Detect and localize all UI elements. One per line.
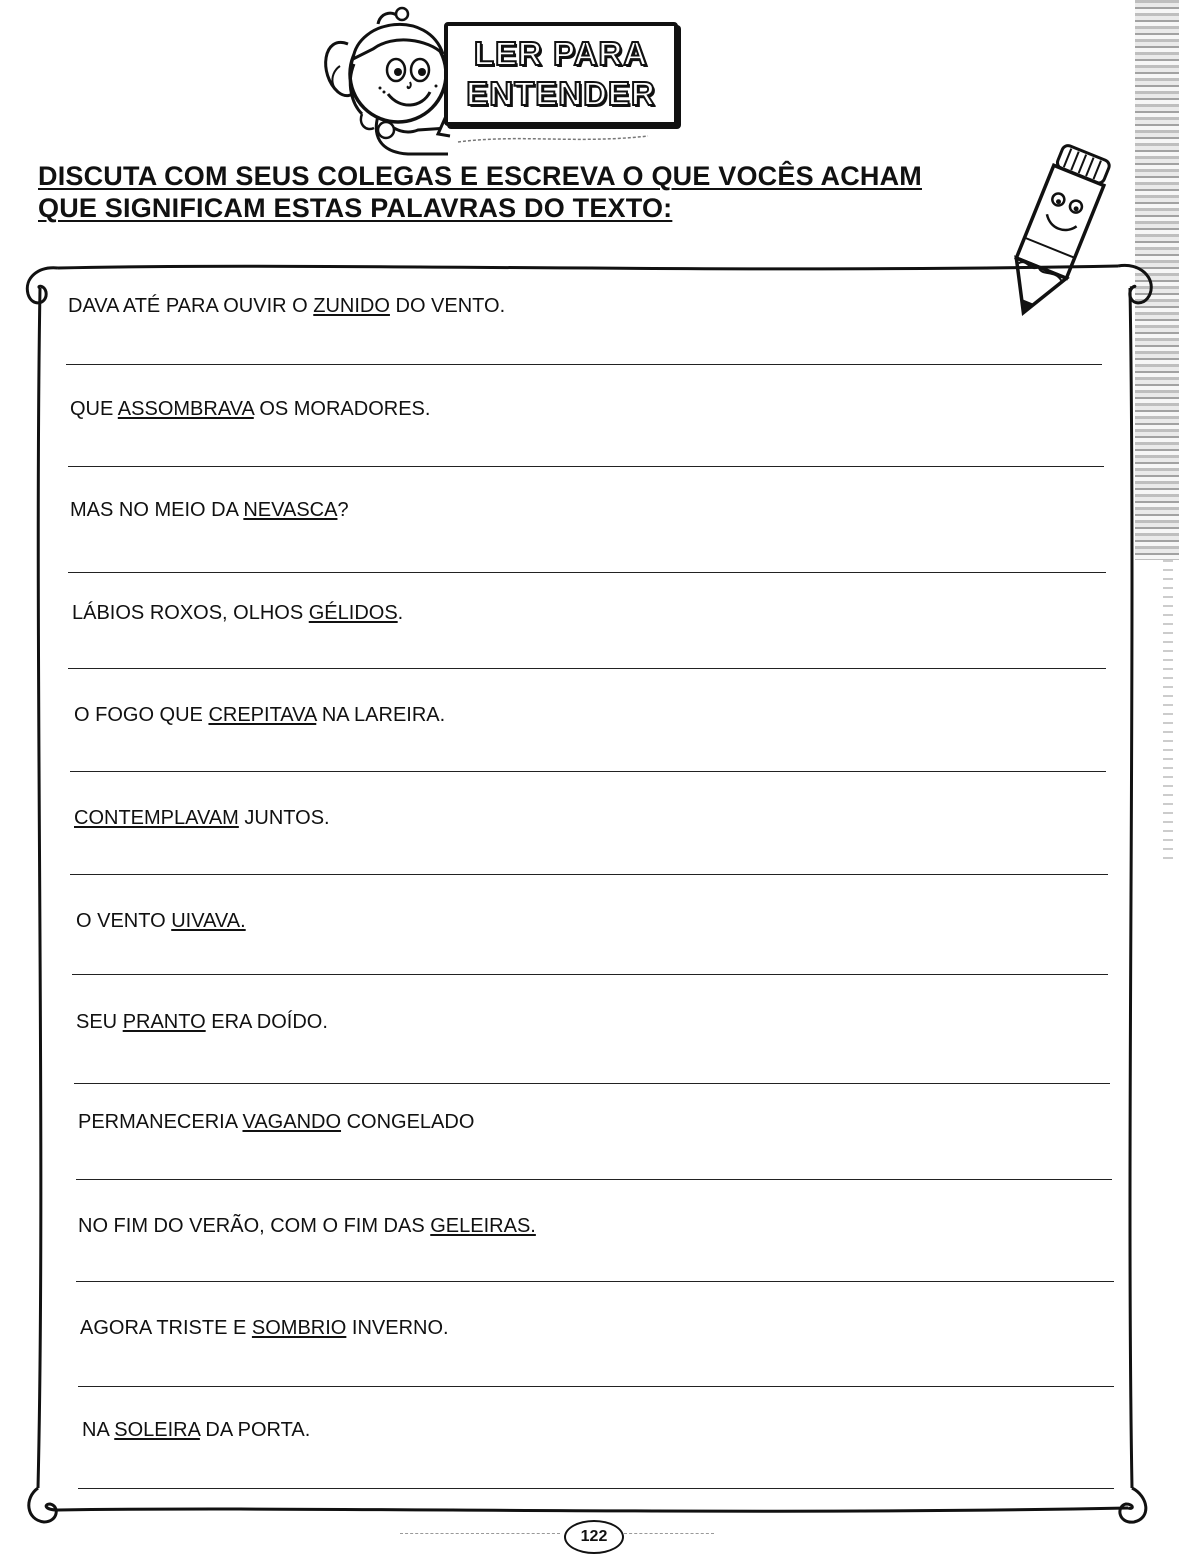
prompt-text-before: QUE: [70, 398, 118, 420]
vocabulary-word: NEVASCA: [243, 499, 338, 521]
answer-line[interactable]: [68, 572, 1106, 573]
prompt-text-after: INVERNO.: [346, 1317, 449, 1339]
prompt-text-after: .: [397, 602, 404, 624]
item-prompt: [70, 397, 430, 421]
prompt-text-after: DA PORTA.: [199, 1419, 311, 1441]
prompt-text-after: ?: [337, 499, 349, 521]
answer-line[interactable]: [76, 1281, 1114, 1282]
prompt-text-before: DAVA ATÉ PARA OUVIR O: [68, 295, 314, 317]
logo-text-line2: ENTENDER: [466, 75, 656, 112]
vocabulary-word: SOMBRIO: [251, 1317, 347, 1339]
prompt-text-before: NO FIM DO VERÃO, COM O FIM DAS: [78, 1215, 431, 1237]
answer-line[interactable]: [66, 364, 1102, 365]
prompt-text-before: MAS NO MEIO DA: [70, 499, 244, 521]
vocabulary-word: ASSOMBRAVA: [117, 398, 254, 420]
item-prompt: [72, 601, 403, 625]
vocabulary-word: GÉLIDOS: [308, 602, 398, 624]
answer-line[interactable]: [70, 874, 1108, 875]
prompt-text-after: NA LAREIRA.: [316, 704, 446, 726]
prompt-text-after: OS MORADORES.: [253, 398, 431, 420]
ler-para-entender-logo: [444, 22, 678, 126]
vocabulary-word: VAGANDO: [242, 1111, 342, 1133]
vocabulary-word: SOLEIRA: [114, 1419, 200, 1441]
prompt-text-after: JUNTOS.: [238, 807, 330, 829]
item-prompt: [70, 498, 349, 522]
instruction-line1: DISCUTA COM SEUS COLEGAS E ESCREVA O QUE VOCÊS ACHAM: [38, 161, 922, 191]
answer-line[interactable]: [78, 1488, 1114, 1489]
footer-dotted-line-left: [400, 1533, 560, 1534]
item-prompt: [74, 806, 330, 830]
footer-dotted-line-right: [624, 1533, 714, 1534]
logo-text-line1: LER PARA: [473, 35, 649, 72]
item-prompt: [74, 703, 445, 727]
vocabulary-word: PRANTO: [122, 1011, 206, 1033]
item-prompt: [76, 909, 246, 933]
prompt-text-after: DO VENTO.: [389, 295, 506, 317]
item-prompt: [68, 294, 505, 318]
instruction-heading: [38, 160, 998, 224]
answer-line[interactable]: [72, 974, 1108, 975]
answer-line[interactable]: [74, 1083, 1110, 1084]
prompt-text-after: CONGELADO: [341, 1111, 475, 1133]
item-prompt: [76, 1010, 328, 1034]
worksheet-scroll-frame: [18, 248, 1158, 1538]
prompt-text-before: NA: [82, 1419, 115, 1441]
item-prompt: [80, 1316, 449, 1340]
answer-line[interactable]: [78, 1386, 1114, 1387]
prompt-text-before: LÁBIOS ROXOS, OLHOS: [72, 602, 309, 624]
prompt-text-before: PERMANECERIA: [78, 1111, 243, 1133]
instruction-line2: QUE SIGNIFICAM ESTAS PALAVRAS DO TEXTO:: [38, 193, 673, 223]
vocabulary-word: GELEIRAS.: [430, 1215, 536, 1237]
prompt-text-before: SEU: [76, 1011, 123, 1033]
vocabulary-word: ZUNIDO: [313, 295, 390, 317]
scan-binding-edge-lower: [1163, 560, 1173, 860]
vocabulary-word: CREPITAVA: [208, 704, 317, 726]
item-prompt: [82, 1418, 310, 1442]
answer-line[interactable]: [70, 771, 1106, 772]
prompt-text-before: AGORA TRISTE E: [80, 1317, 252, 1339]
prompt-text-before: O FOGO QUE: [74, 704, 209, 726]
prompt-text-before: O VENTO: [76, 910, 172, 932]
answer-line[interactable]: [76, 1179, 1112, 1180]
answer-line[interactable]: [68, 668, 1106, 669]
vocabulary-word: UIVAVA.: [171, 910, 246, 932]
page-number: 122: [564, 1520, 624, 1554]
item-prompt: [78, 1110, 474, 1134]
prompt-text-after: ERA DOÍDO.: [205, 1011, 328, 1033]
vocabulary-word: CONTEMPLAVAM: [74, 807, 239, 829]
item-prompt: [78, 1214, 536, 1238]
answer-line[interactable]: [68, 466, 1104, 467]
